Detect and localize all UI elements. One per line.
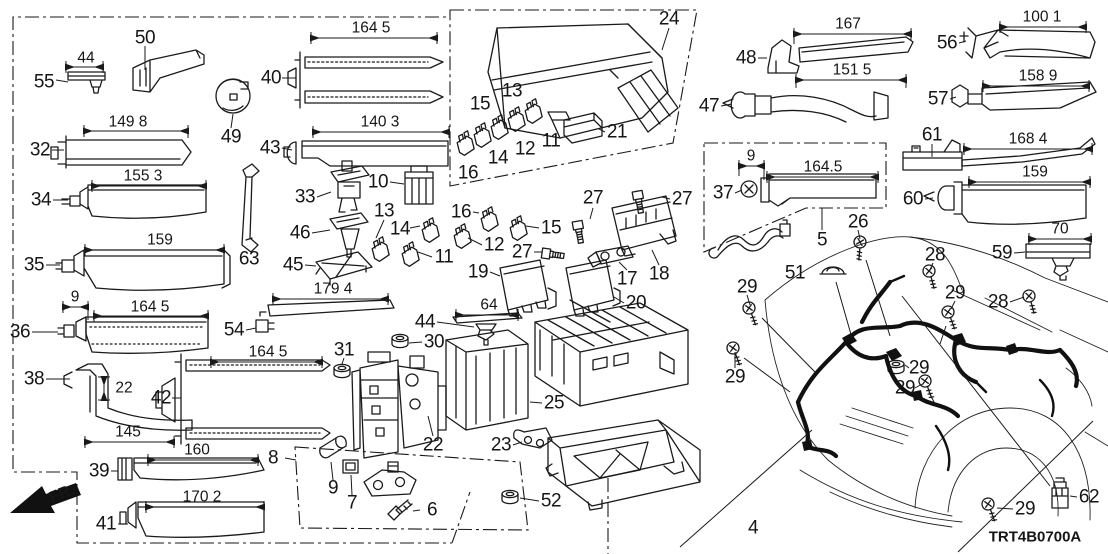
callout-7[interactable]: 7 [346,492,358,514]
callout-37[interactable]: 37 [712,182,734,204]
dim-155-3 [92,168,206,193]
dim-159-60 [969,164,1090,189]
part-60-sketch [924,182,1086,224]
callout-45[interactable]: 45 [282,254,304,276]
dim-140-3 [313,114,449,139]
part-34-sketch [62,185,206,218]
part-55-sketch [68,72,105,93]
svg-text:159: 159 [147,231,173,249]
callout-54[interactable]: 54 [223,319,245,341]
part-54-sketch [256,300,394,332]
callout-6[interactable]: 6 [426,499,438,521]
front-direction-arrow [10,481,81,513]
svg-text:164.5: 164.5 [803,158,843,176]
part-33-sketch [331,161,369,212]
callout-63[interactable]: 63 [238,248,260,270]
callout-20[interactable]: 20 [625,292,647,314]
callout-25[interactable]: 25 [543,392,565,414]
dim-164p5 [767,159,878,184]
part-46-sketch [330,213,368,257]
callout-44-clip[interactable]: 44 [414,311,436,333]
callout-29-e[interactable]: 29 [894,377,916,399]
callout-47[interactable]: 47 [698,95,720,117]
part-lower-tray-sketch [546,420,700,510]
callout-60[interactable]: 60 [902,188,924,210]
callout-59[interactable]: 59 [991,242,1013,264]
callout-52[interactable]: 52 [540,490,562,512]
part-43-sketch [284,141,448,166]
part-49-sketch [216,79,250,113]
grommet-51-icon [820,267,846,274]
svg-text:159: 159 [1022,163,1048,181]
part-callouts [10,9,1099,539]
callout-24[interactable]: 24 [658,8,680,30]
svg-text:151 5: 151 5 [832,61,872,79]
callout-13-mid[interactable]: 13 [373,200,395,222]
callout-8[interactable]: 8 [267,447,279,469]
svg-text:158 9: 158 9 [1018,67,1058,85]
callout-32[interactable]: 32 [29,139,51,161]
callout-21[interactable]: 21 [606,121,628,143]
callout-49[interactable]: 49 [220,126,242,148]
callout-34[interactable]: 34 [30,189,52,211]
callout-30[interactable]: 30 [423,331,445,353]
callout-18[interactable]: 18 [648,263,670,285]
callout-28-a[interactable]: 28 [924,244,946,266]
part-18-sketch [612,196,676,256]
dim-145 [85,424,174,449]
svg-text:140 3: 140 3 [360,113,400,131]
svg-text:170 2: 170 2 [182,488,222,506]
dim-170-2 [146,489,264,514]
svg-text:168 4: 168 4 [1008,130,1048,148]
svg-text:164 5: 164 5 [130,298,170,316]
svg-text:44: 44 [77,49,95,67]
callout-36[interactable]: 36 [9,321,31,343]
callout-15-inset[interactable]: 15 [469,93,491,115]
screw-28-icon-b [1017,288,1045,315]
callout-35[interactable]: 35 [23,254,45,276]
dim-159 [85,232,224,257]
nut-52-icon [502,490,518,503]
callout-14-inset[interactable]: 14 [487,147,509,169]
part-36-sketch [58,317,208,353]
part-39-sketch [118,458,264,480]
callout-38[interactable]: 38 [23,368,45,390]
callout-40[interactable]: 40 [260,67,282,89]
callout-22[interactable]: 22 [422,434,444,456]
callout-26[interactable]: 26 [847,211,869,233]
callout-29-d[interactable]: 29 [908,357,930,379]
callout-33[interactable]: 33 [294,186,316,208]
part-7-sketch [343,460,358,473]
svg-text:64: 64 [480,296,498,314]
svg-text:155 3: 155 3 [123,167,163,185]
callout-16-mid[interactable]: 16 [450,201,472,223]
callout-39[interactable]: 39 [88,460,110,482]
dim-44 [66,50,103,74]
dim-164-5-42 [211,344,322,369]
callout-11-inset[interactable]: 11 [541,130,561,152]
callout-46[interactable]: 46 [289,222,311,244]
part-10-sketch [405,166,433,204]
part-6-sketch [388,500,412,520]
callout-51[interactable]: 51 [784,262,806,284]
callout-42[interactable]: 42 [150,387,172,409]
callout-31[interactable]: 31 [333,339,355,361]
part-19-sketch [500,260,556,316]
svg-text:149 8: 149 8 [108,113,148,131]
dim-9-left [63,289,88,321]
part-63-sketch [242,164,259,252]
part-56-sketch [960,28,1095,58]
dim-168-4 [964,131,1092,156]
part-9-sketch [320,436,346,458]
dim-70 [1029,221,1091,246]
part-59-sketch [1026,244,1090,280]
dim-164-5-36 [94,299,208,323]
callout-27-c[interactable]: 27 [671,188,693,210]
callout-19[interactable]: 19 [467,261,489,283]
callout-14-mid[interactable]: 14 [389,218,411,240]
nut-30-icon [392,334,408,347]
callout-29-f[interactable]: 29 [1014,498,1036,520]
callout-29-c[interactable]: 29 [944,282,966,304]
dim-64 [456,297,518,322]
callout-27-b[interactable]: 27 [582,187,604,209]
svg-text:9: 9 [70,288,80,306]
svg-text:164 5: 164 5 [351,19,391,37]
part-35-sketch [56,250,230,290]
dim-149-8 [84,114,188,139]
callout-62[interactable]: 62 [1078,486,1100,508]
wire-harness-sketch [798,276,1077,470]
part-23-sketch [514,428,552,448]
callout-55[interactable]: 55 [33,71,55,93]
callout-10[interactable]: 10 [367,171,389,193]
callout-15-mid[interactable]: 15 [540,217,562,239]
svg-text:70: 70 [1051,220,1069,238]
callout-12-mid[interactable]: 12 [483,234,505,256]
part-50-sketch [133,50,204,92]
dim-22 [98,377,133,400]
dim-9-right [739,148,764,181]
callout-13-inset[interactable]: 13 [501,80,523,102]
svg-text:22: 22 [115,379,133,397]
part-25-box-sketch [446,300,688,430]
dim-167 [794,16,911,45]
dim-160 [148,442,258,467]
callout-28-b[interactable]: 28 [987,291,1009,313]
callout-57[interactable]: 57 [927,88,949,110]
part-47-sketch [723,92,888,122]
part-ground-terminal-sketch [364,462,416,496]
callout-29-b[interactable]: 29 [724,366,746,388]
callout-4[interactable]: 4 [747,517,759,539]
svg-text:100 1: 100 1 [1022,8,1062,26]
car-body-sketch [765,237,1108,527]
svg-text:164 5: 164 5 [248,343,288,361]
front-direction-label: FR. [46,481,78,507]
part-37-sketch [741,174,876,206]
callout-9[interactable]: 9 [327,477,339,499]
bolt-29-icons [722,300,1005,523]
part-5-cable-sketch [709,220,790,258]
diagram-code: TRT4B0700A [988,528,1082,546]
callout-17[interactable]: 17 [616,268,638,290]
callout-11-mid[interactable]: 11 [434,246,454,268]
callout-29-a[interactable]: 29 [736,276,758,298]
callout-48[interactable]: 48 [735,47,757,69]
part-40-sketch [288,52,443,108]
svg-text:145: 145 [115,423,141,441]
svg-text:167: 167 [835,15,861,33]
callout-56[interactable]: 56 [936,32,958,54]
callout-61[interactable]: 61 [921,124,943,146]
callout-5[interactable]: 5 [816,229,828,251]
dim-151-5 [796,62,906,89]
callout-12-inset[interactable]: 12 [514,138,536,160]
part-32-sketch [51,136,191,168]
callout-23[interactable]: 23 [490,434,512,456]
dim-164-5-40 [311,20,437,45]
nut-31-icon [334,364,350,377]
svg-text:9: 9 [746,147,756,165]
callout-50[interactable]: 50 [134,27,156,49]
svg-text:179 4: 179 4 [313,280,353,298]
dim-100-1 [1000,9,1086,34]
callout-27-a[interactable]: 27 [511,241,533,263]
svg-text:160: 160 [184,441,210,459]
callout-43[interactable]: 43 [259,137,281,159]
callout-41[interactable]: 41 [95,513,117,535]
callout-16-inset[interactable]: 16 [457,162,479,184]
